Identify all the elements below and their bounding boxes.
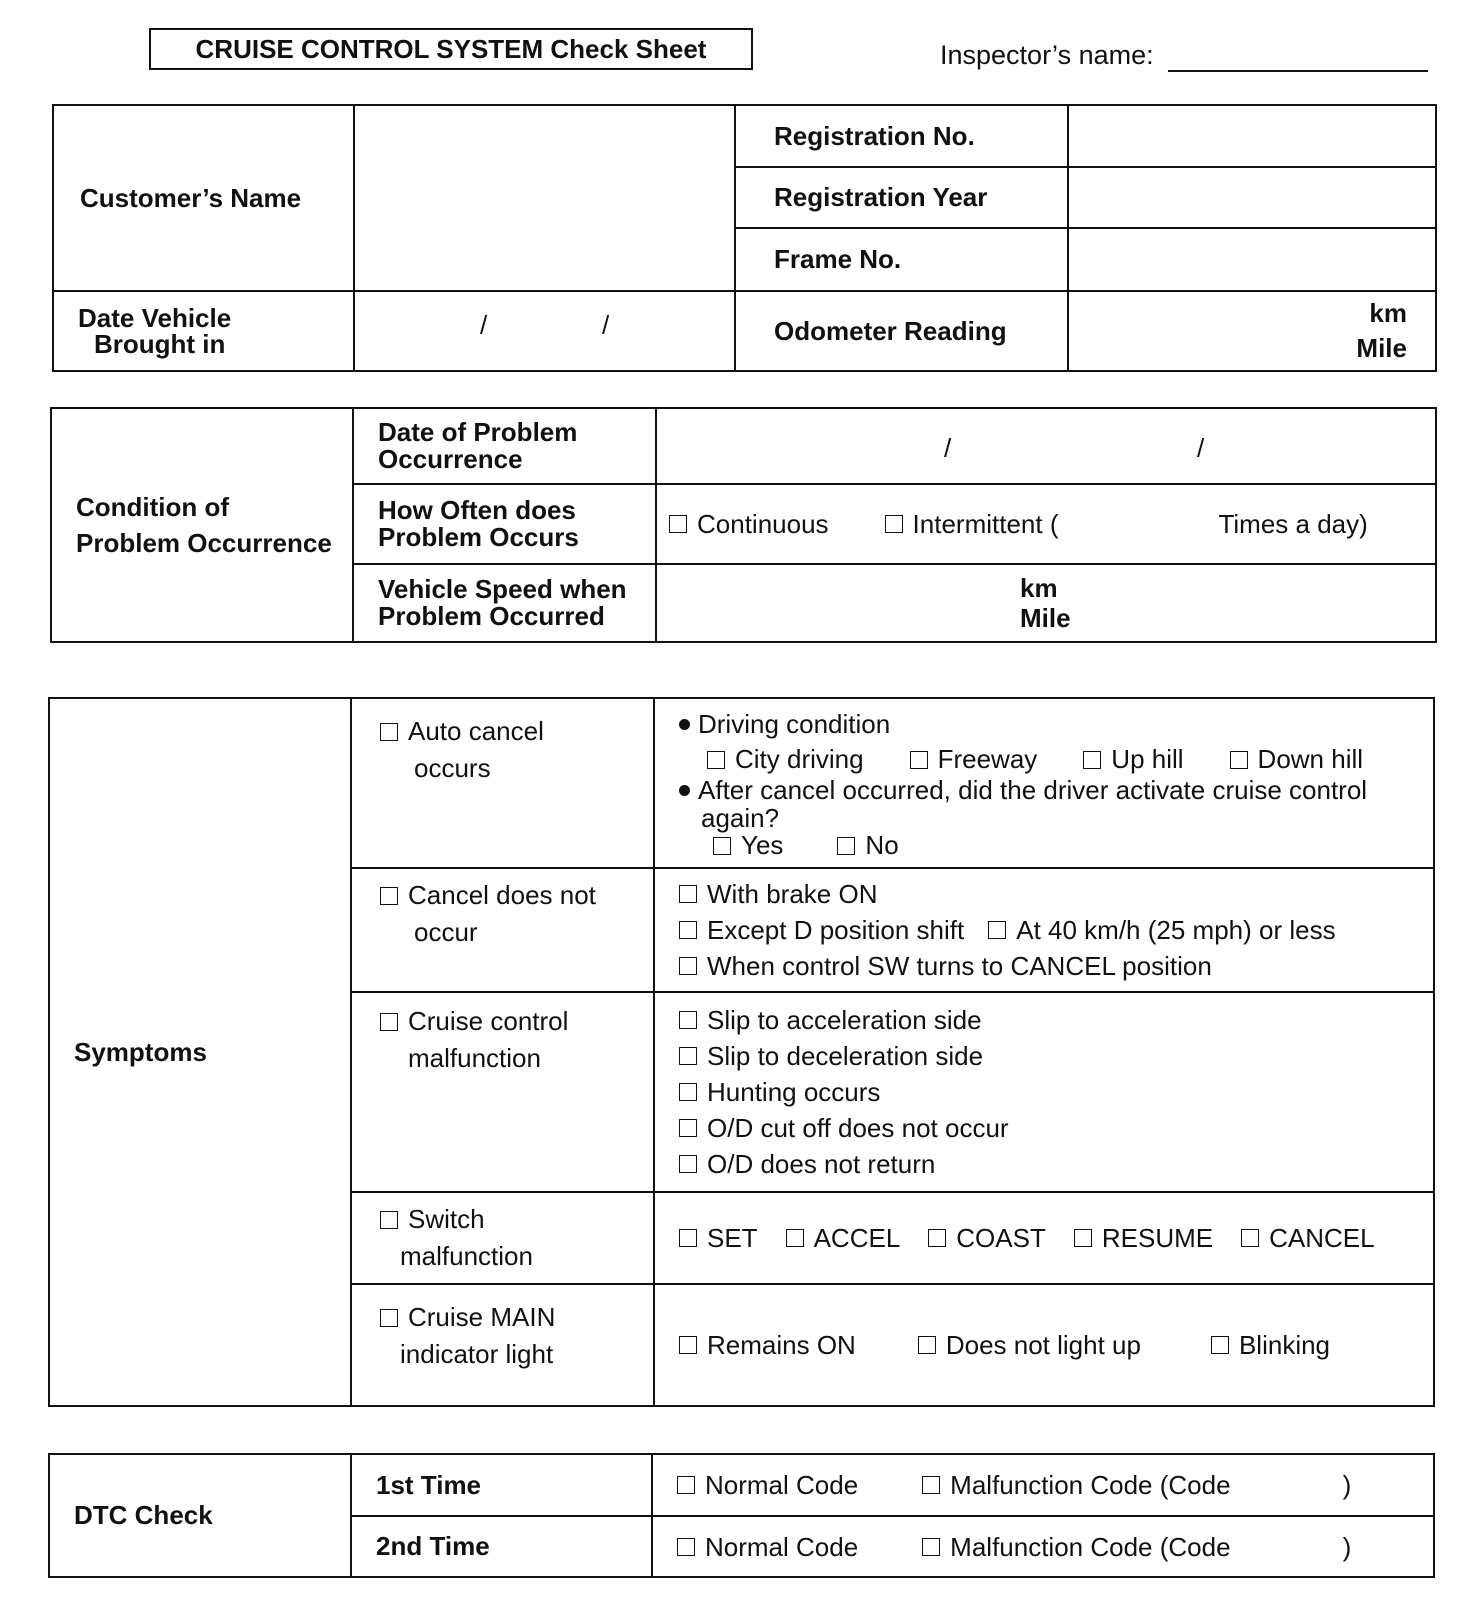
- registration-year-field[interactable]: [1068, 167, 1436, 228]
- switch-malfunction-checkbox[interactable]: [380, 1211, 398, 1229]
- first-normal-label: Normal Code: [705, 1470, 859, 1500]
- hunting-checkbox[interactable]: [679, 1083, 697, 1101]
- odometer-label: Odometer Reading: [735, 291, 1068, 371]
- freeway-label: Freeway: [937, 744, 1038, 774]
- registration-no-label: Registration No.: [735, 105, 1068, 167]
- how-often-label-line1: How Often does: [378, 495, 576, 525]
- problem-date-label-line2: Occurrence: [378, 444, 523, 474]
- vehicle-speed-field[interactable]: [656, 564, 1436, 642]
- no-checkbox[interactable]: [837, 837, 855, 855]
- vehicle-speed-label-line1: Vehicle Speed when: [378, 574, 627, 604]
- auto-cancel-label-line2: occurs: [414, 753, 491, 783]
- set-label: SET: [707, 1223, 758, 1253]
- city-driving-label: City driving: [735, 744, 864, 774]
- switch-malfunction-cell: [351, 1192, 654, 1284]
- condition-table: [50, 407, 1437, 643]
- times-a-day-label: Times a day): [1218, 509, 1368, 539]
- odometer-unit-mile: Mile: [1356, 333, 1407, 363]
- resume-label: RESUME: [1101, 1223, 1214, 1253]
- cruise-malfunction-details: [654, 992, 1434, 1192]
- odometer-unit-km: km: [1369, 298, 1407, 328]
- except-d-label: Except D position shift: [707, 915, 965, 945]
- condition-label-line2: Problem Occurrence: [76, 528, 332, 558]
- accel-checkbox[interactable]: [786, 1229, 804, 1247]
- frame-no-field[interactable]: [1068, 228, 1436, 291]
- main-indicator-label-line2: indicator light: [400, 1339, 554, 1369]
- symptoms-table: [48, 697, 1435, 1407]
- problem-date-field[interactable]: [656, 408, 1436, 484]
- cancel-not-occur-label-line1: Cancel does not: [408, 880, 596, 910]
- dtc-second-options: [652, 1516, 1434, 1577]
- cruise-malfunction-checkbox[interactable]: [380, 1013, 398, 1031]
- second-close-paren: ): [1342, 1531, 1352, 1562]
- registration-no-field[interactable]: [1068, 105, 1436, 167]
- driving-condition-label: Driving condition: [698, 709, 891, 739]
- resume-checkbox[interactable]: [1074, 1229, 1092, 1247]
- od-cut-off-checkbox[interactable]: [679, 1119, 697, 1137]
- after-cancel-question-line2: again?: [701, 803, 780, 833]
- at-40-checkbox[interactable]: [988, 921, 1006, 939]
- first-close-paren: ): [1342, 1470, 1352, 1500]
- date-brought-in-label-line2: Brought in: [94, 329, 226, 359]
- dtc-first-label: 1st Time: [351, 1454, 652, 1516]
- continuous-label: Continuous: [697, 509, 829, 539]
- cancel-not-occur-details: [654, 868, 1434, 992]
- second-malfunction-label: Malfunction Code (Code: [950, 1531, 1231, 1562]
- freeway-checkbox[interactable]: [910, 751, 928, 769]
- second-malfunction-checkbox[interactable]: [922, 1538, 940, 1556]
- condition-section-label: [51, 408, 353, 642]
- main-indicator-details: [654, 1284, 1434, 1406]
- second-normal-checkbox[interactable]: [677, 1538, 695, 1556]
- symptoms-section-label: Symptoms: [49, 698, 351, 1406]
- date-brought-in-label: [53, 291, 354, 371]
- customer-name-label: Customer’s Name: [53, 105, 354, 291]
- date-separator: /: [1197, 433, 1205, 463]
- slip-decel-checkbox[interactable]: [679, 1047, 697, 1065]
- inspector-name-label: Inspector’s name:: [940, 40, 1154, 70]
- at-40-label: At 40 km/h (25 mph) or less: [1016, 915, 1336, 945]
- cancel-not-occur-checkbox[interactable]: [380, 887, 398, 905]
- uphill-checkbox[interactable]: [1083, 751, 1101, 769]
- downhill-checkbox[interactable]: [1230, 751, 1248, 769]
- not-light-up-checkbox[interactable]: [918, 1336, 936, 1354]
- control-sw-label: When control SW turns to CANCEL position: [707, 951, 1212, 981]
- vehicle-speed-label: [353, 564, 656, 642]
- switch-malfunction-details: [654, 1192, 1434, 1284]
- brake-on-checkbox[interactable]: [679, 885, 697, 903]
- date-brought-in-field[interactable]: [354, 291, 735, 371]
- date-separator: /: [944, 433, 952, 463]
- speed-unit-km: km: [1020, 573, 1058, 603]
- intermittent-checkbox[interactable]: [885, 515, 903, 533]
- cancel-checkbox[interactable]: [1241, 1229, 1259, 1247]
- second-normal-label: Normal Code: [705, 1531, 859, 1562]
- registration-year-label: Registration Year: [735, 167, 1068, 228]
- except-d-checkbox[interactable]: [679, 921, 697, 939]
- frame-no-label: Frame No.: [735, 228, 1068, 291]
- yes-label: Yes: [741, 830, 784, 860]
- date-separator: /: [602, 310, 610, 340]
- accel-label: ACCEL: [813, 1223, 901, 1253]
- set-checkbox[interactable]: [679, 1229, 697, 1247]
- auto-cancel-label-line1: Auto cancel: [408, 716, 544, 746]
- slip-accel-checkbox[interactable]: [679, 1011, 697, 1029]
- date-brought-in-label-line1: Date Vehicle: [78, 303, 232, 333]
- switch-malfunction-label-line2: malfunction: [400, 1241, 533, 1271]
- first-normal-checkbox[interactable]: [677, 1476, 695, 1494]
- cruise-malfunction-label-line1: Cruise control: [408, 1006, 569, 1036]
- slip-decel-label: Slip to deceleration side: [707, 1041, 984, 1071]
- auto-cancel-details: [654, 698, 1434, 868]
- coast-label: COAST: [956, 1223, 1046, 1253]
- cancel-not-occur-cell: [351, 868, 654, 992]
- hunting-label: Hunting occurs: [707, 1077, 881, 1107]
- how-often-label-line2: Problem Occurs: [378, 522, 579, 552]
- main-indicator-label-line1: Cruise MAIN: [408, 1302, 556, 1332]
- bullet-icon: [679, 785, 690, 796]
- brake-on-label: With brake ON: [707, 879, 878, 909]
- bullet-icon: [679, 719, 690, 730]
- first-malfunction-checkbox[interactable]: [922, 1476, 940, 1494]
- auto-cancel-cell: [351, 698, 654, 868]
- remains-on-label: Remains ON: [707, 1330, 856, 1360]
- date-separator: /: [480, 310, 488, 340]
- not-light-up-label: Does not light up: [945, 1330, 1141, 1360]
- od-return-checkbox[interactable]: [679, 1155, 697, 1173]
- switch-malfunction-label-line1: Switch: [408, 1204, 485, 1234]
- coast-checkbox[interactable]: [928, 1229, 946, 1247]
- after-cancel-question-line1: After cancel occurred, did the driver activate cruise control: [698, 775, 1368, 805]
- inspector-name-field[interactable]: [1168, 70, 1428, 72]
- main-indicator-cell: [351, 1284, 654, 1406]
- speed-unit-mile: Mile: [1020, 603, 1071, 633]
- dtc-second-label: 2nd Time: [351, 1516, 652, 1577]
- odometer-field[interactable]: [1068, 291, 1436, 371]
- no-label: No: [865, 830, 899, 860]
- dtc-table: [48, 1453, 1435, 1578]
- dtc-first-options: [652, 1454, 1434, 1516]
- vehicle-info-table: [52, 104, 1437, 372]
- city-driving-checkbox[interactable]: [707, 751, 725, 769]
- yes-checkbox[interactable]: [713, 837, 731, 855]
- customer-name-field[interactable]: [354, 105, 735, 291]
- condition-label-line1: Condition of: [76, 492, 230, 522]
- how-often-label: [353, 484, 656, 564]
- cancel-not-occur-label-line2: occur: [414, 917, 478, 947]
- dtc-section-label: DTC Check: [49, 1454, 351, 1577]
- od-return-label: O/D does not return: [707, 1149, 936, 1179]
- first-malfunction-label: Malfunction Code (Code: [950, 1470, 1231, 1500]
- sheet-title: CRUISE CONTROL SYSTEM Check Sheet: [149, 28, 753, 70]
- intermittent-label: Intermittent (: [912, 509, 1059, 539]
- problem-date-label: [353, 408, 656, 484]
- auto-cancel-checkbox[interactable]: [380, 723, 398, 741]
- control-sw-checkbox[interactable]: [679, 957, 697, 975]
- vehicle-speed-label-line2: Problem Occurred: [378, 601, 605, 631]
- cruise-malfunction-cell: [351, 992, 654, 1192]
- how-often-options: [656, 484, 1436, 564]
- continuous-checkbox[interactable]: [669, 515, 687, 533]
- problem-date-label-line1: Date of Problem: [378, 417, 578, 447]
- blinking-label: Blinking: [1238, 1330, 1331, 1360]
- slip-accel-label: Slip to acceleration side: [707, 1005, 982, 1035]
- cruise-malfunction-label-line2: malfunction: [408, 1043, 541, 1073]
- uphill-label: Up hill: [1111, 744, 1184, 774]
- blinking-checkbox[interactable]: [1211, 1336, 1229, 1354]
- downhill-label: Down hill: [1257, 744, 1364, 774]
- cancel-label: CANCEL: [1269, 1223, 1375, 1253]
- od-cut-off-label: O/D cut off does not occur: [707, 1113, 1009, 1143]
- main-indicator-checkbox[interactable]: [380, 1309, 398, 1327]
- remains-on-checkbox[interactable]: [679, 1336, 697, 1354]
